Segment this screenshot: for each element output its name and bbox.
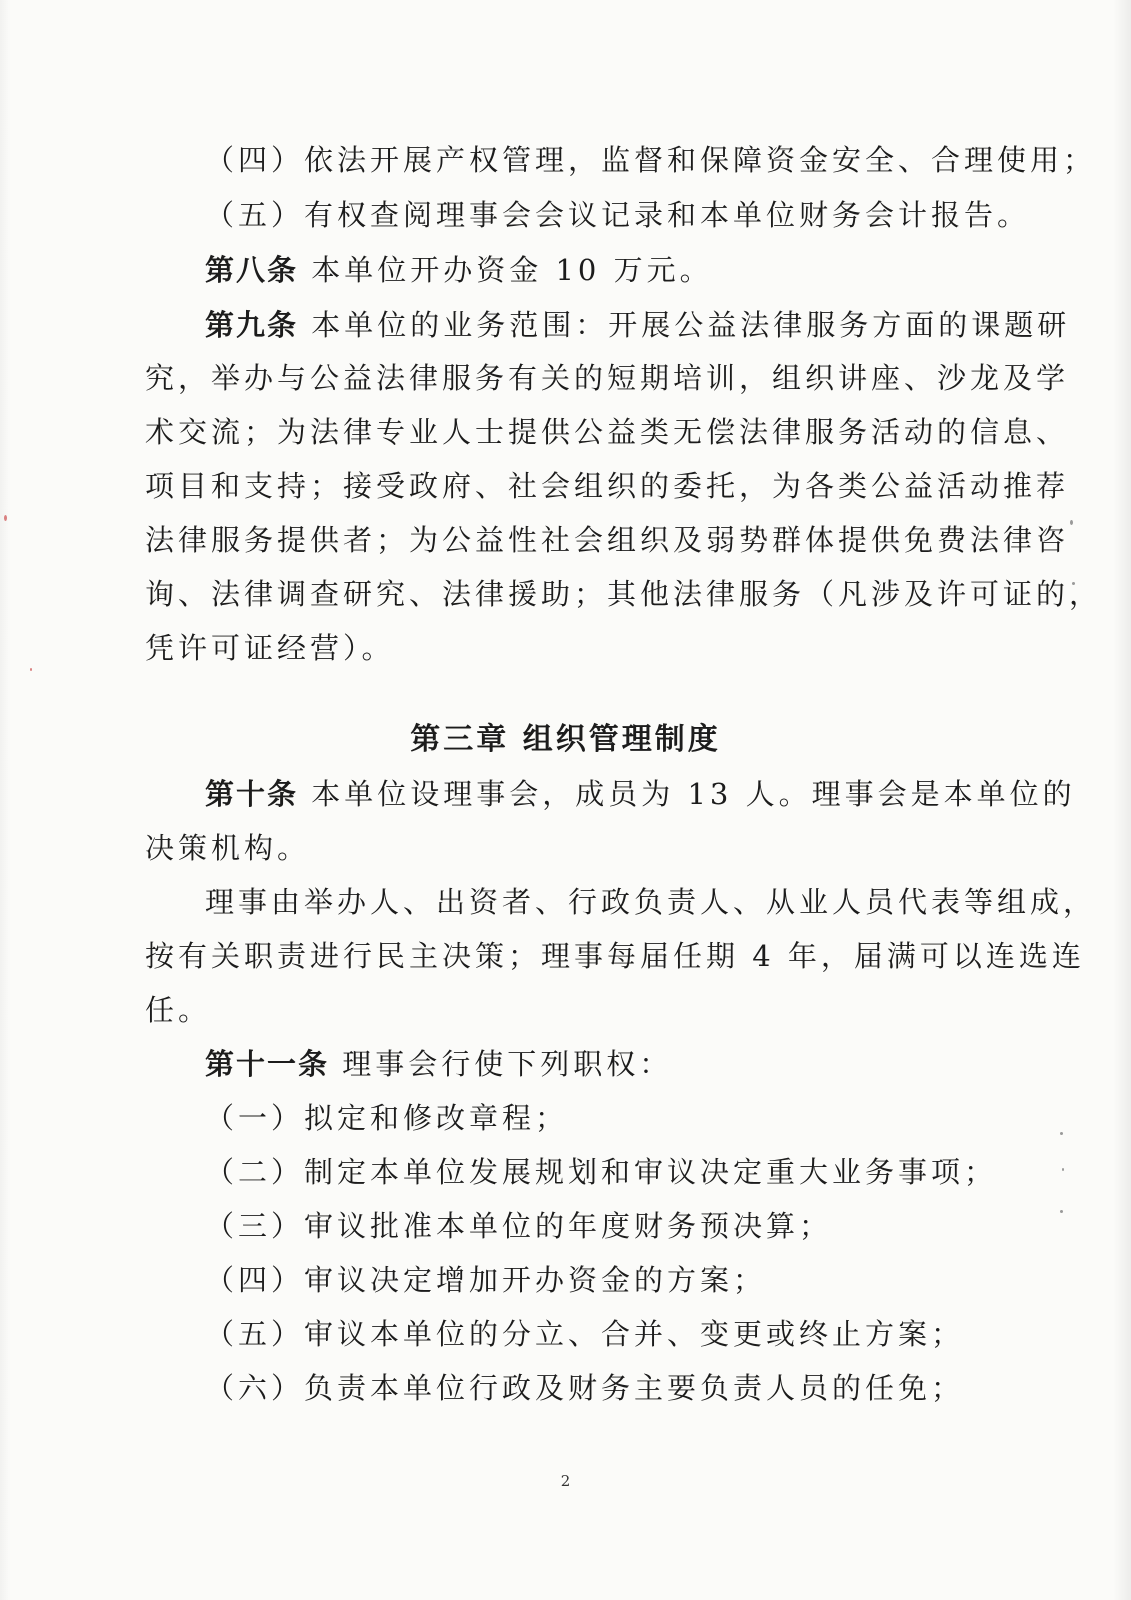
scan-speck [1060, 1132, 1063, 1135]
scan-edge-right [1113, 0, 1131, 1600]
scan-speck [30, 668, 32, 671]
list-item: （二）制定本单位发展规划和审议决定重大业务事项； [205, 1155, 998, 1189]
page-number: 2 [560, 1472, 571, 1490]
scan-speck [4, 515, 7, 521]
scan-speck [1060, 1210, 1063, 1213]
paragraph-line: 按有关职责进行民主决策；理事每届任期 4 年，届满可以连选连 [145, 939, 1085, 973]
article-heading: 第八条 [205, 253, 299, 287]
paragraph-line: 任。 [145, 993, 212, 1027]
scan-speck [1070, 520, 1073, 525]
article-heading: 第九条 [205, 308, 299, 342]
list-item: （五）审议本单位的分立、合并、变更或终止方案； [205, 1317, 965, 1351]
paragraph-line: 法律服务提供者；为公益性社会组织及弱势群体提供免费法律咨 [145, 523, 1070, 557]
paragraph-line: （四）依法开展产权管理，监督和保障资金安全、合理使用； [205, 143, 1097, 177]
list-item: （一）拟定和修改章程； [205, 1101, 569, 1135]
chapter-heading: 第三章 组织管理制度 [410, 722, 721, 757]
list-item: （三）审议批准本单位的年度财务预决算； [205, 1209, 833, 1243]
list-item: （六）负责本单位行政及财务主要负责人员的任免； [205, 1371, 965, 1405]
paragraph-line: 究，举办与公益法律服务有关的短期培训，组织讲座、沙龙及学 [145, 361, 1070, 395]
paragraph-line: 术交流；为法律专业人士提供公益类无偿法律服务活动的信息、 [145, 415, 1070, 449]
article-line: 第十一条 理事会行使下列职权： [205, 1047, 673, 1081]
paragraph-line: 理事由举办人、出资者、行政负责人、从业人员代表等组成， [205, 885, 1097, 919]
paragraph-line: 询、法律调查研究、法律援助；其他法律服务（凡涉及许可证的， [145, 577, 1103, 611]
article-heading: 第十条 [205, 777, 299, 811]
scan-speck [1062, 1168, 1064, 1171]
paragraph-line: （五）有权查阅理事会会议记录和本单位财务会计报告。 [205, 198, 1031, 232]
article-line: 第九条 本单位的业务范围：开展公益法律服务方面的课题研 [205, 308, 1071, 342]
article-line: 第八条 本单位开办资金 10 万元。 [205, 253, 713, 287]
list-item: （四）审议决定增加开办资金的方案； [205, 1263, 767, 1297]
paragraph-line: 凭许可证经营）。 [145, 631, 395, 665]
scan-edge-left [0, 0, 10, 1600]
paragraph-line: 项目和支持；接受政府、社会组织的委托，为各类公益活动推荐 [145, 469, 1070, 503]
paragraph-line: 决策机构。 [145, 831, 311, 865]
article-heading: 第十一条 [205, 1047, 330, 1081]
article-line: 第十条 本单位设理事会，成员为 13 人。理事会是本单位的 [205, 777, 1076, 811]
